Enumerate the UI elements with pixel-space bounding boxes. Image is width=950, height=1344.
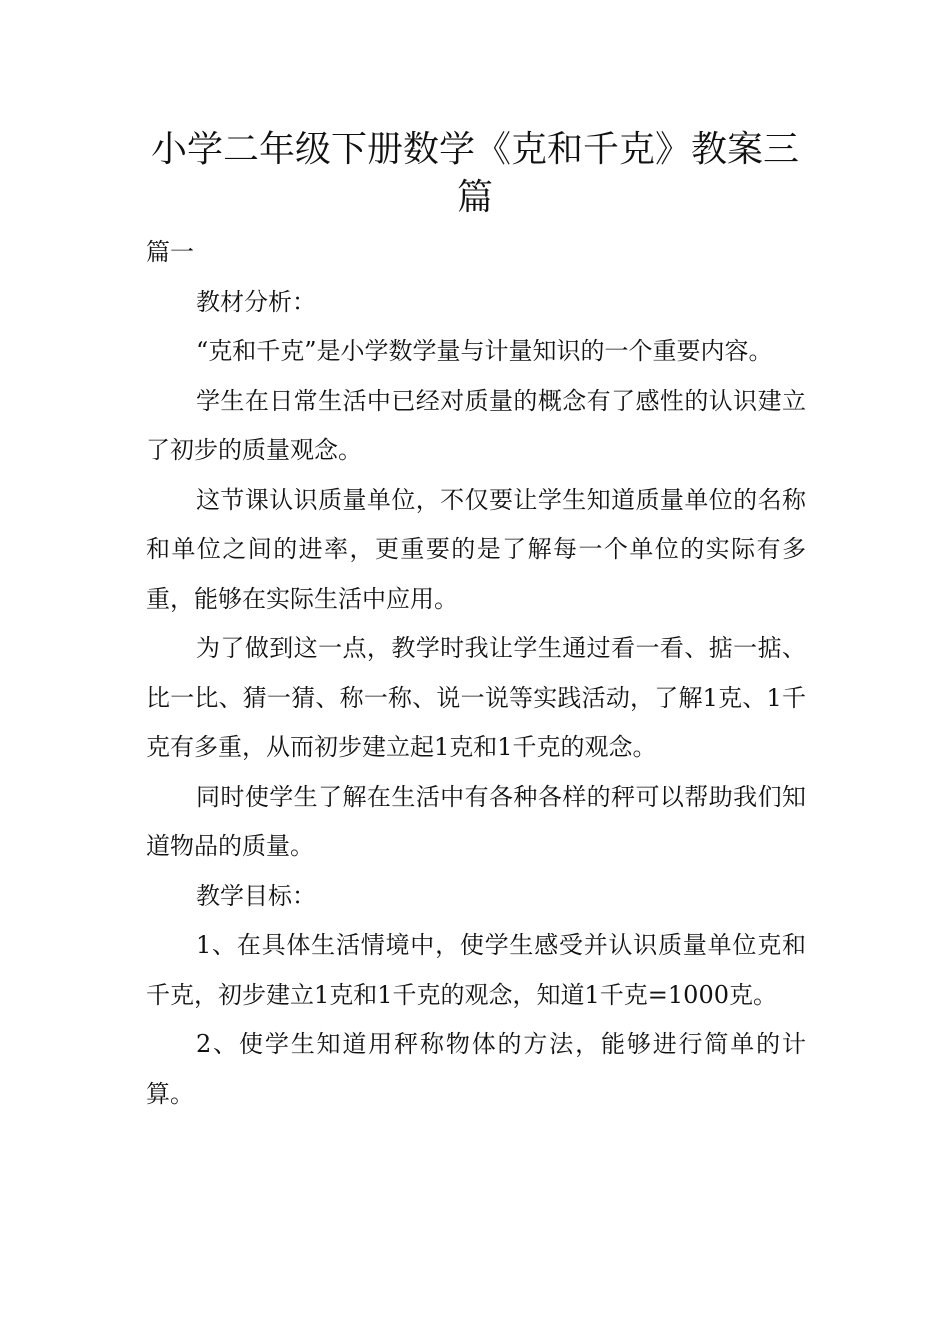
title-line-1: 小学二年级下册数学《克和千克》教案三 xyxy=(150,129,799,170)
paragraph-goal-1: 1、在具体生活情境中，使学生感受并认识质量单位克和千克，初步建立1克和1千克的观念，知道1千克=1000克。 xyxy=(146,931,806,1009)
section-heading: 篇一 xyxy=(146,238,194,266)
paragraph: 这节课认识质量单位，不仅要让学生知道质量单位的名称和单位之间的进率，更重要的是了解每一个单位的实际有多重，能够在实际生活中应用。 xyxy=(146,485,806,613)
paragraph: “克和千克”是小学数学量与计量知识的一个重要内容。 xyxy=(196,337,773,365)
paragraph: 为了做到这一点，教学时我让学生通过看一看、掂一掂、比一比、猜一猜、称一称、说一说等实践活动，了解1克、1千克有多重，从而初步建立起1克和1千克的观念。 xyxy=(146,634,806,761)
paragraph: 学生在日常生活中已经对质量的概念有了感性的认识建立了初步的质量观念。 xyxy=(146,386,806,464)
document-title xyxy=(140,126,810,222)
paragraph-material-analysis-heading: 教材分析： xyxy=(196,287,316,316)
paragraph-teaching-goals-heading: 教学目标： xyxy=(196,881,316,910)
paragraph-goal-2: 2、使学生知道用秤称物体的方法，能够进行简单的计算。 xyxy=(146,1030,806,1108)
document-body xyxy=(146,228,806,1119)
title-line-2: 篇 xyxy=(456,177,493,218)
paragraph: 同时使学生了解在生活中有各种各样的秤可以帮助我们知道物品的质量。 xyxy=(146,782,806,860)
